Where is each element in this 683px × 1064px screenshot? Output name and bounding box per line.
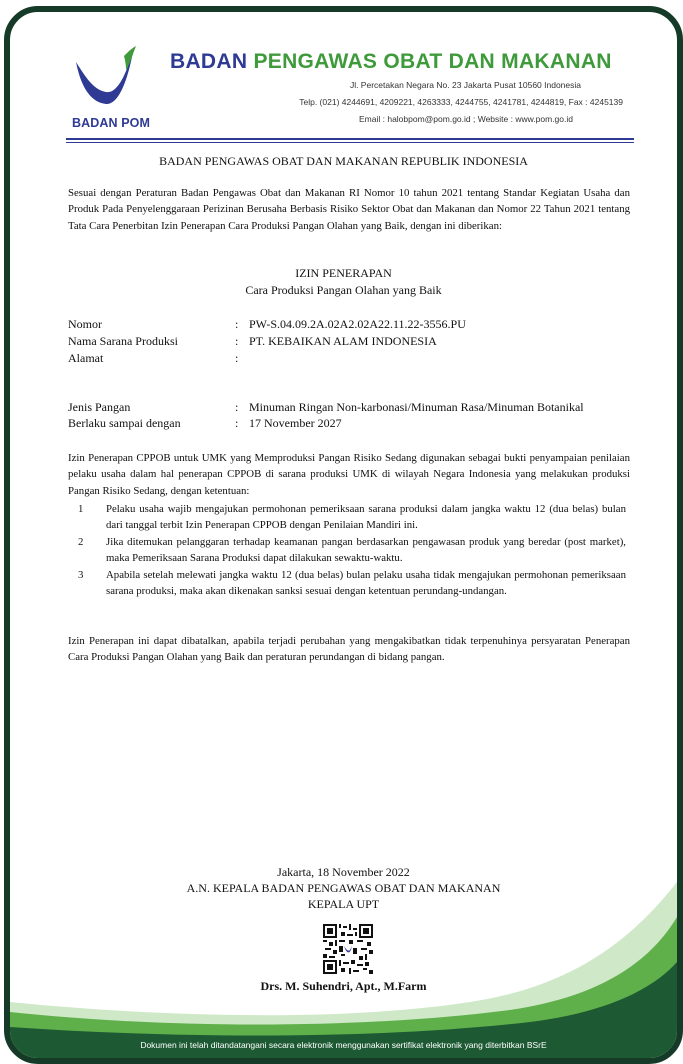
logo-text: BADAN POM [72, 116, 150, 130]
term-number: 2 [78, 536, 84, 548]
header-divider [66, 138, 634, 140]
permit-title: IZIN PENERAPAN [295, 266, 392, 280]
provisions-paragraph: Izin Penerapan CPPOB untuk UMK yang Memproduksi Pangan Risiko Sedang digunakan sebagai bukti penyampaian penilaian pelaku usaha dalam hal penerapan CPPOB di sarana produksi UMK di wilayah Negara Indonesia yang melakukan produksi Pangan Risiko Sedang, dengan ketentuan: [68, 452, 630, 497]
logo-swoosh-icon [66, 42, 156, 122]
certificate-frame [4, 6, 683, 1064]
field-colon: : [235, 334, 239, 348]
signature-qr-code-icon [323, 924, 373, 974]
signature-position: KEPALA UPT [307, 897, 380, 911]
field-nama-sarana [68, 334, 437, 350]
badan-pom-logo [66, 42, 156, 142]
agency-name-part1: BADAN [170, 50, 248, 73]
field-alamat [68, 351, 249, 367]
signature-on-behalf: A.N. KEPALA BADAN PENGAWAS OBAT DAN MAKANAN [186, 881, 501, 895]
closing-paragraph: Izin Penerapan ini dapat dibatalkan, apabila terjadi perubahan yang mengakibatkan tidak terpenuhinya persyaratan Penerapan Cara Produksi Pangan Olahan yang Baik dan peraturan perundangan di bidang pangan. [68, 635, 630, 664]
agency-name-part2: PENGAWAS OBAT DAN MAKANAN [253, 50, 612, 73]
field-jenis-pangan [68, 400, 584, 416]
header-phone: Telp. (021) 4244691, 4209221, 4263333, 4244755, 4241781, 4244819, Fax : 4245139 [299, 97, 623, 107]
term-number: 3 [78, 569, 84, 581]
header-contact: Email : halobpom@pom.go.id ; Website : www.pom.go.id [359, 114, 573, 124]
signatory-name: Drs. M. Suhendri, Apt., M.Farm [260, 979, 427, 993]
term-text: Pelaku usaha wajib mengajukan permohonan pemeriksaan sarana produksi dalam jangka waktu 12 (dua belas) bulan dari tanggal terbit Izin Penerapan CPPOB dengan Penilaian Mandiri ini. [106, 503, 626, 531]
signature-place-date: Jakarta, 18 November 2022 [277, 865, 410, 879]
term-number: 1 [78, 503, 84, 515]
field-nomor [68, 317, 466, 333]
footer-note: Dokumen ini telah ditandatangani secara elektronik menggunakan sertifikat elektronik yang diterbitkan BSrE [140, 1040, 547, 1050]
field-label: Nama Sarana Produksi [68, 334, 178, 348]
field-colon: : [235, 317, 239, 331]
field-colon: : [235, 351, 239, 365]
term-text: Jika ditemukan pelanggaran terhadap keamanan pangan berdasarkan pengawasan produk yang beredar (post market), maka Pemeriksaan Sarana Produksi dapat dilakukan sewaktu-waktu. [106, 536, 626, 564]
field-colon: : [235, 416, 239, 430]
field-berlaku [68, 416, 342, 432]
header-address: Jl. Percetakan Negara No. 23 Jakarta Pusat 10560 Indonesia [349, 80, 581, 90]
header-divider-thin [66, 142, 634, 143]
term-text: Apabila setelah melewati jangka waktu 12 (dua belas) bulan pelaku usaha tidak mengajukan permohonan pemeriksaan sarana produksi, maka akan dikenakan sanksi sesuai dengan ketentuan perundang-undangan. [106, 569, 626, 597]
agency-name-heading [170, 50, 612, 74]
intro-paragraph: Sesuai dengan Peraturan Badan Pengawas Obat dan Makanan RI Nomor 10 tahun 2021 tentang Standar Kegiatan Usaha dan Produk Pada Penyelenggaraan Perizinan Berusaha Berbasis Risiko Sektor Obat dan Makanan dan Nomor 22 Tahun 2021 tentang Tata Cara Penerbitan Izin Penerapan Cara Produksi Pangan Olahan yang Baik, dengan ini diberikan: [68, 187, 630, 232]
field-colon: : [235, 400, 239, 414]
field-value: Minuman Ringan Non-karbonasi/Minuman Rasa/Minuman Botanikal [249, 400, 584, 414]
field-label: Jenis Pangan [68, 400, 131, 414]
field-label: Alamat [68, 351, 104, 365]
permit-subtitle: Cara Produksi Pangan Olahan yang Baik [245, 283, 442, 297]
field-value: 17 November 2027 [249, 416, 342, 430]
field-label: Berlaku sampai dengan [68, 416, 181, 430]
field-label: Nomor [68, 317, 102, 331]
field-value: PT. KEBAIKAN ALAM INDONESIA [249, 334, 437, 348]
document-agency-title: BADAN PENGAWAS OBAT DAN MAKANAN REPUBLIK INDONESIA [159, 154, 528, 168]
field-value: PW-S.04.09.2A.02A2.02A22.11.22-3556.PU [249, 317, 466, 331]
